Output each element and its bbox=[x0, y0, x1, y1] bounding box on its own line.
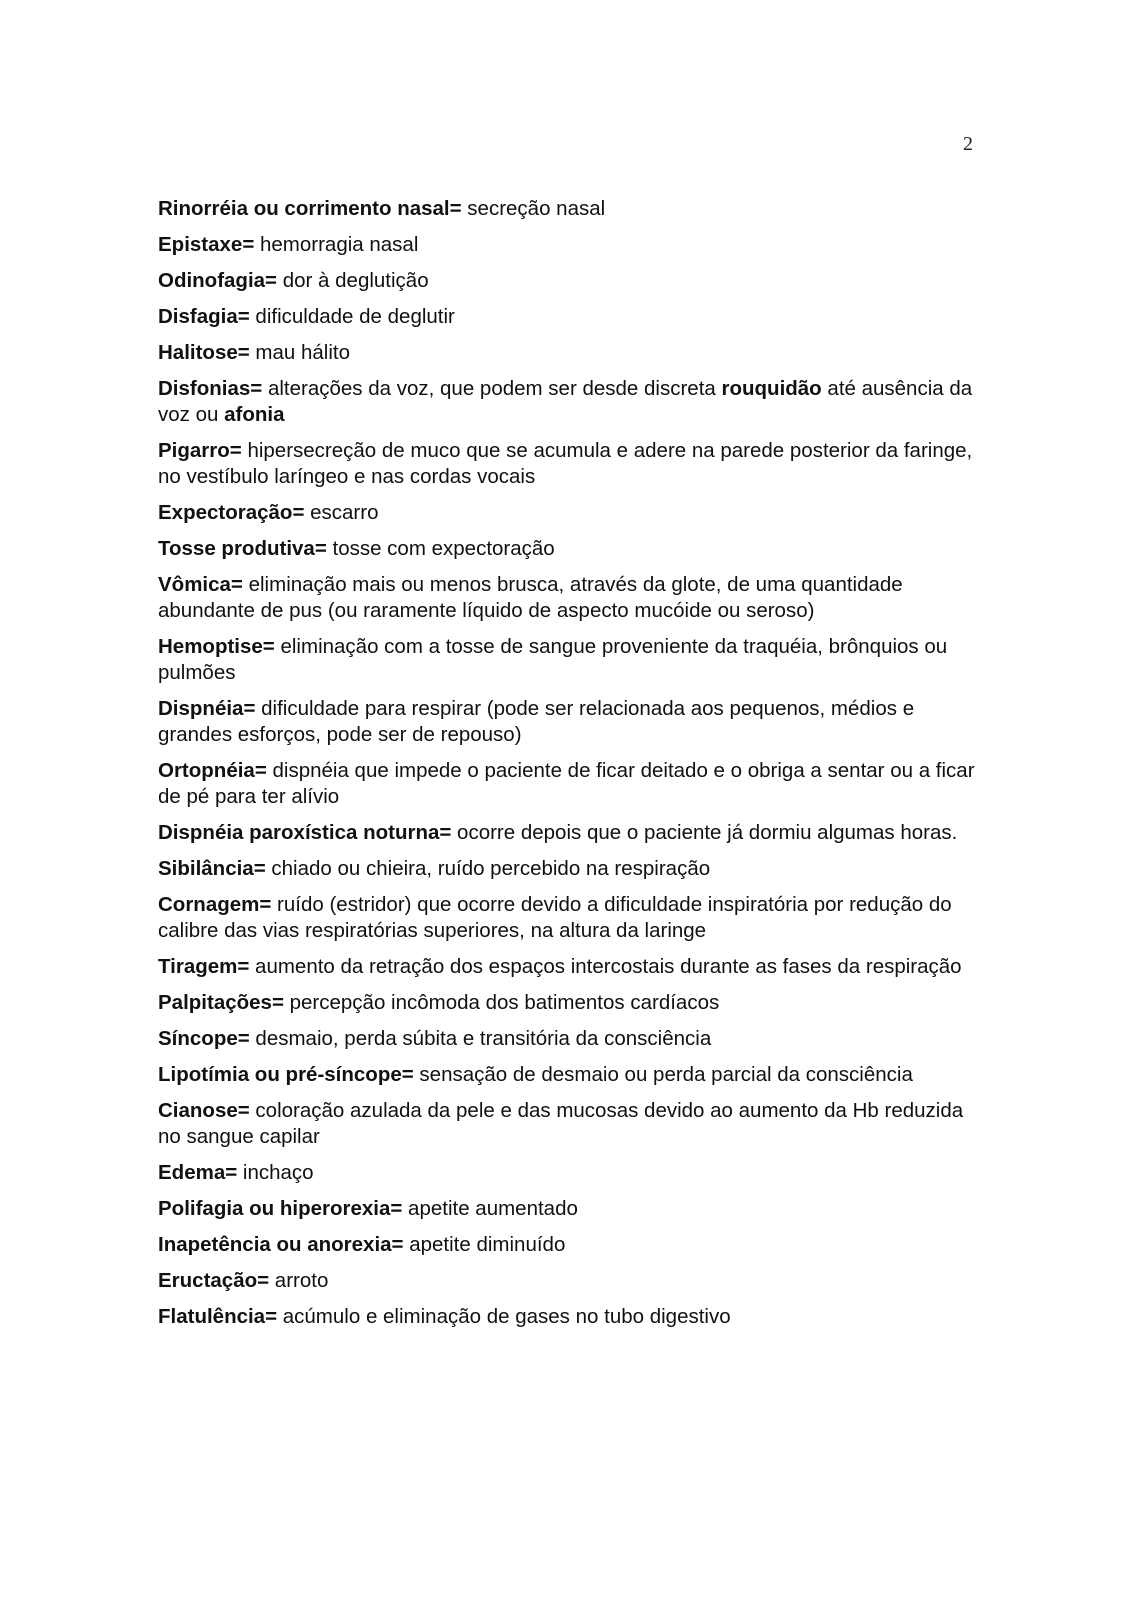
entry-term: Epistaxe= bbox=[158, 233, 255, 256]
entry-term: Sibilância= bbox=[158, 857, 266, 880]
entry-term: Odinofagia= bbox=[158, 269, 278, 292]
entry-term: Tiragem= bbox=[158, 955, 250, 978]
entry-term: Halitose= bbox=[158, 341, 250, 364]
entry-definition: hipersecreção de muco que se acumula e adere na parede posterior da faringe, no vestíbulo laríngeo e nas cordas vocais bbox=[158, 439, 973, 488]
entry-term: Disfagia= bbox=[158, 305, 250, 328]
entry-definition: escarro bbox=[304, 501, 379, 524]
entry-definition: alterações da voz, que podem ser desde discreta bbox=[262, 377, 722, 400]
glossary-entry-lipotimia bbox=[158, 1062, 988, 1088]
glossary-entry-ortopneia bbox=[158, 758, 988, 810]
entry-term: Flatulência= bbox=[158, 1305, 278, 1328]
glossary-entry-disfonias bbox=[158, 376, 988, 428]
glossary-entry-polifagia bbox=[158, 1196, 988, 1222]
entry-term: Hemoptise= bbox=[158, 635, 275, 658]
glossary-entry-dispneia-paroxistica bbox=[158, 820, 988, 846]
glossary-entry-cornagem bbox=[158, 892, 988, 944]
entry-term: Eructação= bbox=[158, 1269, 270, 1292]
glossary-list bbox=[158, 196, 988, 1340]
glossary-entry-rinorreia bbox=[158, 196, 988, 222]
entry-term: Ortopnéia= bbox=[158, 759, 267, 782]
glossary-entry-eructacao bbox=[158, 1268, 988, 1294]
entry-emphasis: afonia bbox=[224, 403, 285, 426]
entry-term: Palpitações= bbox=[158, 991, 284, 1014]
glossary-entry-vomica bbox=[158, 572, 988, 624]
entry-definition: chiado ou chieira, ruído percebido na respiração bbox=[265, 857, 711, 880]
entry-definition: eliminação com a tosse de sangue proveniente da traquéia, brônquios ou pulmões bbox=[158, 635, 948, 684]
entry-term: Edema= bbox=[158, 1161, 238, 1184]
entry-definition: dificuldade de deglutir bbox=[249, 305, 455, 328]
entry-term: Expectoração= bbox=[158, 501, 305, 524]
entry-definition: desmaio, perda súbita e transitória da consciência bbox=[249, 1027, 712, 1050]
entry-term: Lipotímia ou pré-síncope= bbox=[158, 1063, 414, 1086]
entry-term: Inapetência ou anorexia= bbox=[158, 1233, 404, 1256]
entry-definition: coloração azulada da pele e das mucosas devido ao aumento da Hb reduzida no sangue capilar bbox=[158, 1099, 964, 1148]
glossary-entry-edema bbox=[158, 1160, 988, 1186]
glossary-entry-dispneia bbox=[158, 696, 988, 748]
entry-definition: eliminação mais ou menos brusca, através da glote, de uma quantidade abundante de pus (ou raramente líquido de aspecto mucóide ou seroso) bbox=[158, 573, 903, 622]
glossary-entry-odinofagia bbox=[158, 268, 988, 294]
entry-term: Disfonias= bbox=[158, 377, 263, 400]
entry-definition: percepção incômoda dos batimentos cardíacos bbox=[283, 991, 720, 1014]
glossary-entry-disfagia bbox=[158, 304, 988, 330]
entry-definition: apetite diminuído bbox=[403, 1233, 566, 1256]
entry-term: Cianose= bbox=[158, 1099, 250, 1122]
glossary-entry-tiragem bbox=[158, 954, 988, 980]
entry-term: Vômica= bbox=[158, 573, 243, 596]
entry-term: Cornagem= bbox=[158, 893, 272, 916]
glossary-entry-tosse-produtiva bbox=[158, 536, 988, 562]
glossary-entry-sibilancia bbox=[158, 856, 988, 882]
entry-definition: arroto bbox=[269, 1269, 329, 1292]
glossary-entry-cianose bbox=[158, 1098, 988, 1150]
entry-definition: ocorre depois que o paciente já dormiu algumas horas. bbox=[451, 821, 958, 844]
glossary-entry-hemoptise bbox=[158, 634, 988, 686]
page-number: 2 bbox=[963, 133, 973, 155]
entry-term: Pigarro= bbox=[158, 439, 242, 462]
entry-definition: dificuldade para respirar (pode ser relacionada aos pequenos, médios e grandes esforços, pode ser de repouso) bbox=[158, 697, 915, 746]
entry-definition: dor à deglutição bbox=[277, 269, 429, 292]
entry-definition: tosse com expectoração bbox=[326, 537, 555, 560]
glossary-entry-pigarro bbox=[158, 438, 988, 490]
glossary-entry-halitose bbox=[158, 340, 988, 366]
glossary-entry-expectoracao bbox=[158, 500, 988, 526]
entry-definition: secreção nasal bbox=[461, 197, 606, 220]
entry-term: Dispnéia paroxística noturna= bbox=[158, 821, 452, 844]
entry-term: Polifagia ou hiperorexia= bbox=[158, 1197, 403, 1220]
entry-definition: inchaço bbox=[237, 1161, 314, 1184]
entry-definition: acúmulo e eliminação de gases no tubo digestivo bbox=[277, 1305, 731, 1328]
entry-definition: hemorragia nasal bbox=[254, 233, 419, 256]
entry-definition: aumento da retração dos espaços intercostais durante as fases da respiração bbox=[249, 955, 962, 978]
entry-definition: ruído (estridor) que ocorre devido a dificuldade inspiratória por redução do calibre das vias respiratórias superiores, na altura da laringe bbox=[158, 893, 952, 942]
glossary-entry-inapetencia bbox=[158, 1232, 988, 1258]
glossary-entry-palpitacoes bbox=[158, 990, 988, 1016]
entry-emphasis: rouquidão bbox=[721, 377, 822, 400]
glossary-entry-flatulencia bbox=[158, 1304, 988, 1330]
entry-term: Tosse produtiva= bbox=[158, 537, 327, 560]
entry-definition: sensação de desmaio ou perda parcial da consciência bbox=[413, 1063, 913, 1086]
entry-term: Rinorréia ou corrimento nasal= bbox=[158, 197, 462, 220]
glossary-entry-sincope bbox=[158, 1026, 988, 1052]
entry-definition: apetite aumentado bbox=[402, 1197, 578, 1220]
entry-term: Síncope= bbox=[158, 1027, 250, 1050]
entry-definition: mau hálito bbox=[249, 341, 351, 364]
entry-term: Dispnéia= bbox=[158, 697, 256, 720]
entry-definition: dispnéia que impede o paciente de ficar deitado e o obriga a sentar ou a ficar de pé para ter alívio bbox=[158, 759, 975, 808]
glossary-entry-epistaxe bbox=[158, 232, 988, 258]
entry-definition: até ausência da voz ou bbox=[158, 377, 973, 426]
